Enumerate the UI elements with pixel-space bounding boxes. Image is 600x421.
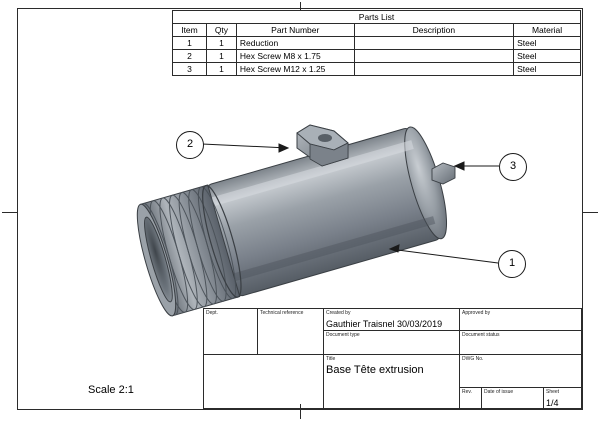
field-blank-area: [204, 355, 324, 410]
field-document-status: [460, 331, 583, 355]
cell-item: 1: [173, 37, 207, 50]
field-dept: [204, 309, 258, 355]
value-created-by: Gauthier Traisnel 30/03/2019: [326, 319, 443, 329]
label-date-of-issue: Date of issue: [484, 389, 514, 395]
column-header-material: Material: [514, 24, 581, 37]
value-title: Base Tête extrusion: [326, 364, 424, 376]
column-header-item: Item: [173, 24, 207, 37]
field-approved-by: [460, 309, 583, 331]
field-technical-reference: [258, 309, 324, 355]
cell-qty: 1: [206, 50, 236, 63]
cell-item: 3: [173, 63, 207, 76]
label-dept: Dept.: [206, 310, 218, 316]
label-document-type: Document type: [326, 332, 360, 338]
parts-list-title: Parts List: [173, 11, 581, 24]
cell-qty: 1: [206, 63, 236, 76]
balloon-item-2[interactable]: 2: [176, 131, 204, 159]
balloon-item-1[interactable]: 1: [498, 250, 526, 278]
label-rev: Rev.: [462, 389, 472, 395]
label-approved-by: Approved by: [462, 310, 491, 316]
column-header-qty: Qty: [206, 24, 236, 37]
column-header-part-number: Part Number: [236, 24, 354, 37]
cell-part-number: Hex Screw M8 x 1.75: [236, 50, 354, 63]
cell-part-number: Hex Screw M12 x 1.25: [236, 63, 354, 76]
value-sheet: 1/4: [546, 398, 559, 408]
title-block: [203, 308, 582, 409]
label-document-status: Document status: [462, 332, 500, 338]
label-dwg-no: DWG No.: [462, 356, 484, 362]
field-sheet: [544, 388, 583, 410]
field-document-type: [324, 331, 460, 355]
label-sheet: Sheet: [546, 389, 560, 395]
cell-item: 2: [173, 50, 207, 63]
balloon-item-3[interactable]: 3: [499, 153, 527, 181]
label-created-by: Created by: [326, 310, 351, 316]
label-technical-reference: Technical reference: [260, 310, 304, 316]
field-created-by: [324, 309, 460, 331]
cell-material: Steel: [514, 50, 581, 63]
cell-material: Steel: [514, 37, 581, 50]
field-date-of-issue: [482, 388, 544, 410]
scale-note: Scale 2:1: [88, 384, 134, 396]
field-title: [324, 355, 460, 410]
cell-part-number: Reduction: [236, 37, 354, 50]
label-title: Title: [326, 356, 336, 362]
field-dwg-no: [460, 355, 583, 388]
column-header-description: Description: [354, 24, 514, 37]
cell-material: Steel: [514, 63, 581, 76]
cell-qty: 1: [206, 37, 236, 50]
field-rev: [460, 388, 482, 410]
